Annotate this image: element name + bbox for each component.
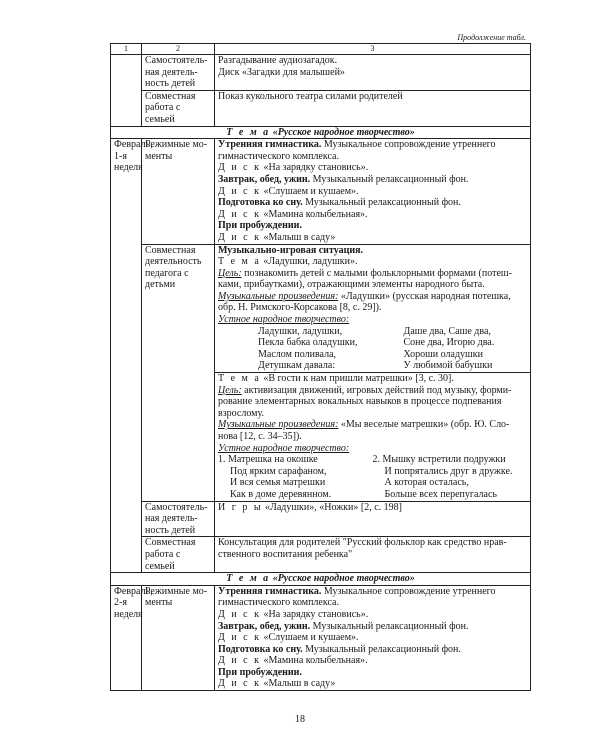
content-cell: Утренняя гимнастика. Музыкальное сопровождение утреннего гимнастического комплекса. Д и с к «На зарядку становись». Завтрак, обед, ужин. Музыкальный релаксационный фон. Д и с к «Слушаем и кушаем». Подготовка ко сну. Музыкальный релаксационный фон. Д и с к «Мамина колыбельная». При пробуждении. Д и с к «Малыш в саду»	[215, 585, 531, 690]
page-number: 18	[295, 714, 305, 725]
table-row	[111, 537, 531, 573]
table-row	[111, 244, 531, 373]
theme-title: «Русское народное творчество»	[272, 573, 415, 585]
activity-cell: Самостоятель-ная деятель-ность детей	[142, 55, 215, 91]
content-cell: Т е м а «В гости к нам пришли матрешки» [3, с. 30]. Цель: активизация движений, игровых действий под музыку, форми-рование элементарных вокальных навыков в процессе подпевания взрослому. Музыкальные произведения: «Мы веселые матрешки» (обр. Ю. Сло-нова [12, с. 34–35]). Устное народное творчество: 1. Матрешка на окошке Под ярким сарафаном, И вся семья матрешки Как в доме деревянном. 2. Мышку встретили подружки И попрятались друг в дружке. А которая осталась, Больше всех перепугалась	[215, 373, 531, 502]
theme-word: Т е м а	[226, 126, 271, 138]
content-cell: Показ кукольного театра силами родителей	[215, 90, 531, 126]
table-row	[111, 139, 531, 244]
activity-cell: Режимные мо-менты	[142, 139, 215, 244]
content-cell: Консультация для родителей "Русский фольклор как средство нрав-ственного воспитания ребенка"	[215, 537, 531, 573]
activity-cell: Совместная работа с семьей	[142, 537, 215, 573]
activity-cell: Совместная работа с семьей	[142, 90, 215, 126]
theme-title: «Русское народное творчество»	[272, 126, 415, 138]
theme-word: Т е м а	[226, 573, 271, 585]
poem-ladushki: Ладушки, ладушки, Пекла бабка оладушки, Маслом поливала, Детушкам давала: Даше два, Саше два, Соне два, Игорю два. Хороши оладушки У любимой бабушки	[258, 325, 495, 372]
period-cell: Февраль, 2-я неделя	[111, 585, 142, 690]
table-row	[111, 55, 531, 91]
poem-matryoshka: 1. Матрешка на окошке Под ярким сарафаном, И вся семья матрешки Как в доме деревянном. 2. Мышку встретили подружки И попрятались друг в дружке. А которая осталась, Больше всех перепугалась	[218, 454, 513, 500]
theme-row	[111, 126, 531, 139]
content-cell: И г р ы «Ладушки», «Ножки» [2, с. 198]	[215, 501, 531, 537]
plan-table	[110, 43, 531, 691]
table-row	[111, 585, 531, 690]
table-row	[111, 501, 531, 537]
activity-cell: Самостоятель-ная деятель-ность детей	[142, 501, 215, 537]
continuation-label: Продолжение табл.	[457, 33, 526, 42]
theme-row	[111, 573, 531, 586]
column-number-1: 1	[111, 44, 142, 55]
period-cell: Февраль, 1-я неделя	[111, 139, 142, 573]
column-number-2: 2	[142, 44, 215, 55]
activity-cell: Режимные мо-менты	[142, 585, 215, 690]
content-cell: Разгадывание аудиозагадок. Диск «Загадки для малышей»	[215, 55, 531, 91]
activity-cell: Совместная деятельность педагога с детьми	[142, 244, 215, 501]
content-cell: Утренняя гимнастика. Музыкальное сопровождение утреннего гимнастического комплекса. Д и с к «На зарядку становись». Завтрак, обед, ужин. Музыкальный релаксационный фон. Д и с к «Слушаем и кушаем». Подготовка ко сну. Музыкальный релаксационный фон. Д и с к «Мамина колыбельная». При пробуждении. Д и с к «Малыш в саду»	[215, 139, 531, 244]
column-number-row	[111, 44, 531, 55]
period-cell	[111, 55, 142, 127]
content-cell: Музыкально-игровая ситуация. Т е м а «Ладушки, ладушки». Цель: познакомить детей с малыми фольклорными формами (потеш-ками, прибаутками), отражающими элементы народного быта. Музыкальные произведения: «Ладушки» (русская народная потешка, обр. Н. Римского-Корсакова [8, с. 29]). Устное народное творчество: Ладушки, ладушки, Пекла бабка оладушки, Маслом поливала, Детушкам давала: Даше два, Саше два, Соне два, Игорю два. Хороши оладушки У любимой бабушки	[215, 244, 531, 373]
table-row	[111, 90, 531, 126]
column-number-3: 3	[215, 44, 531, 55]
